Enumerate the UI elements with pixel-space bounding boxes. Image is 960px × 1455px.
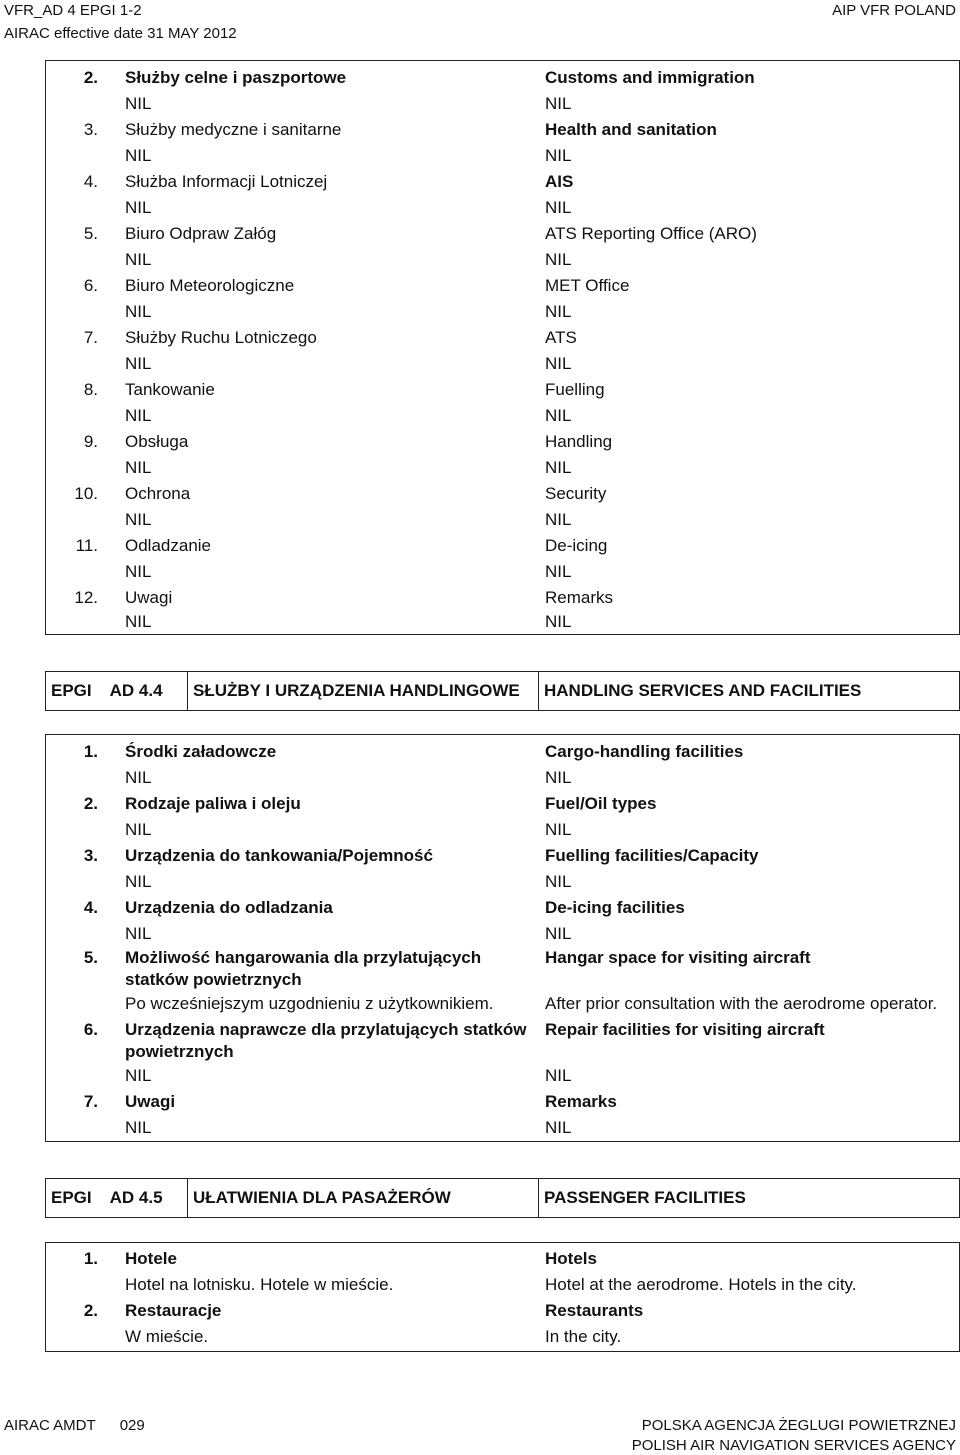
item-value-pl: NIL xyxy=(125,612,152,631)
item-number: 5. xyxy=(83,224,98,243)
item-number: 2. xyxy=(83,68,98,87)
item-label-pl: Hotele xyxy=(125,1249,177,1268)
item-value-pl: NIL xyxy=(125,924,152,943)
item-value-en: NIL xyxy=(545,198,572,217)
aerodrome-code: EPGI xyxy=(51,1188,92,1207)
item-label-en: Fuelling facilities/Capacity xyxy=(545,846,759,865)
publication-title: AIP VFR POLAND xyxy=(832,2,956,19)
item-number: 1. xyxy=(83,1249,98,1268)
item-label-en: Cargo-handling facilities xyxy=(545,742,744,761)
item-value-en: NIL xyxy=(545,146,572,165)
amendment-number: 029 xyxy=(119,1417,145,1434)
item-value-en: After prior consultation with the aerodrome operator. xyxy=(545,994,938,1013)
item-number: 7. xyxy=(83,328,98,347)
item-number: 8. xyxy=(83,380,98,399)
item-label-pl: Służby medyczne i sanitarne xyxy=(125,120,342,139)
item-value-pl: NIL xyxy=(125,302,152,321)
item-value-pl: NIL xyxy=(125,768,152,787)
item-label-en: Fuelling xyxy=(545,380,605,399)
item-value-pl: NIL xyxy=(125,820,152,839)
item-number: 5. xyxy=(83,948,98,967)
item-label-en: Fuel/Oil types xyxy=(545,794,657,813)
item-label-pl: Służba Informacji Lotniczej xyxy=(125,172,328,191)
item-label-pl: Urządzenia do tankowania/Pojemność xyxy=(125,846,433,865)
item-label-pl: Ochrona xyxy=(125,484,191,503)
item-value-pl: Po wcześniejszym uzgodnieniu z użytkownikiem. xyxy=(125,994,494,1013)
item-label-pl: Możliwość hangarowania dla przylatujących statków powietrznych xyxy=(125,948,482,989)
amendment-label: AIRAC AMDT xyxy=(4,1417,96,1434)
item-value-en: NIL xyxy=(545,612,572,631)
item-label-pl: Urządzenia do odladzania xyxy=(125,898,333,917)
item-value-pl: NIL xyxy=(125,94,152,113)
item-value-en: NIL xyxy=(545,510,572,529)
item-label-pl: Uwagi xyxy=(125,1092,176,1111)
item-number: 3. xyxy=(83,846,98,865)
section-code-cell xyxy=(46,672,188,710)
aerodrome-code: EPGI xyxy=(51,681,92,700)
item-label-en: Health and sanitation xyxy=(545,120,717,139)
section-title-pl: UŁATWIENIA DLA PASAŻERÓW xyxy=(188,1179,539,1217)
item-value-en: NIL xyxy=(545,458,572,477)
item-value-pl: Hotel na lotnisku. Hotele w mieście. xyxy=(125,1275,394,1294)
section-title-en: PASSENGER FACILITIES xyxy=(544,1188,746,1207)
item-number: 6. xyxy=(83,276,98,295)
item-label-en: ATS Reporting Office (ARO) xyxy=(545,224,757,243)
item-label-pl: Służby Ruchu Lotniczego xyxy=(125,328,317,347)
item-label-pl: Odladzanie xyxy=(125,536,212,555)
item-value-pl: NIL xyxy=(125,1066,152,1085)
item-number: 10. xyxy=(74,484,98,503)
item-value-en: NIL xyxy=(545,872,572,891)
item-value-en: NIL xyxy=(545,302,572,321)
item-number: 2. xyxy=(83,794,98,813)
item-number: 9. xyxy=(83,432,98,451)
item-label-en: Hotels xyxy=(545,1249,597,1268)
item-value-en: NIL xyxy=(545,1066,572,1085)
item-label-en: De-icing xyxy=(545,536,608,555)
item-label-en: Hangar space for visiting aircraft xyxy=(545,948,811,967)
item-label-pl: Urządzenia naprawcze dla przylatujących statków powietrznych xyxy=(125,1020,527,1061)
item-number: 11. xyxy=(75,536,98,555)
item-number: 3. xyxy=(83,120,98,139)
item-label-en: Repair facilities for visiting aircraft xyxy=(545,1020,825,1039)
item-number: 12. xyxy=(74,588,98,607)
section-title-pl: SŁUŻBY I URZĄDZENIA HANDLINGOWE xyxy=(188,672,539,710)
section-title-en: HANDLING SERVICES AND FACILITIES xyxy=(544,681,862,700)
section-header-ad45 xyxy=(45,1178,960,1218)
item-value-en: NIL xyxy=(545,924,572,943)
item-label-pl: Rodzaje paliwa i oleju xyxy=(125,794,301,813)
item-label-en: AIS xyxy=(545,172,574,191)
item-label-pl: Biuro Meteorologiczne xyxy=(125,276,295,295)
item-label-pl: Restauracje xyxy=(125,1301,222,1320)
effective-date: AIRAC effective date 31 MAY 2012 xyxy=(4,25,237,42)
item-value-en: NIL xyxy=(545,820,572,839)
item-value-pl: NIL xyxy=(125,250,152,269)
section-id: AD 4.4 xyxy=(109,681,163,700)
item-label-en: Security xyxy=(545,484,607,503)
footer-amendment xyxy=(4,1417,145,1435)
section-code-cell xyxy=(46,1179,188,1217)
item-value-en: NIL xyxy=(545,768,572,787)
item-label-en: De-icing facilities xyxy=(545,898,685,917)
item-value-pl: NIL xyxy=(125,198,152,217)
item-number: 2. xyxy=(83,1301,98,1320)
item-value-en: NIL xyxy=(545,1118,572,1137)
item-label-en: ATS xyxy=(545,328,577,347)
item-value-pl: W mieście. xyxy=(125,1327,209,1346)
item-value-pl: NIL xyxy=(125,354,152,373)
item-value-en: NIL xyxy=(545,406,572,425)
item-label-en: MET Office xyxy=(545,276,630,295)
item-number: 1. xyxy=(83,742,98,761)
item-value-pl: NIL xyxy=(125,1118,152,1137)
item-value-en: NIL xyxy=(545,250,572,269)
item-number: 7. xyxy=(83,1092,98,1111)
item-value-pl: NIL xyxy=(125,872,152,891)
item-value-en: Hotel at the aerodrome. Hotels in the city. xyxy=(545,1275,857,1294)
item-value-en: NIL xyxy=(545,94,572,113)
item-label-pl: Służby celne i paszportowe xyxy=(125,68,347,87)
services-table xyxy=(45,60,960,635)
item-label-pl: Tankowanie xyxy=(125,380,215,399)
footer-agency-en: POLISH AIR NAVIGATION SERVICES AGENCY xyxy=(631,1437,956,1454)
item-label-pl: Środki załadowcze xyxy=(125,742,277,761)
section-header-ad44 xyxy=(45,671,960,711)
item-label-pl: Obsługa xyxy=(125,432,189,451)
item-value-pl: NIL xyxy=(125,406,152,425)
item-value-en: NIL xyxy=(545,562,572,581)
document-id: VFR_AD 4 EPGI 1-2 xyxy=(4,2,142,19)
item-label-en: Remarks xyxy=(545,1092,617,1111)
item-value-en: In the city. xyxy=(545,1327,622,1346)
item-number: 4. xyxy=(83,172,98,191)
item-label-pl: Biuro Odpraw Załóg xyxy=(125,224,277,243)
footer-agency-pl: POLSKA AGENCJA ŻEGLUGI POWIETRZNEJ xyxy=(641,1417,956,1434)
item-value-pl: NIL xyxy=(125,146,152,165)
item-label-en: Remarks xyxy=(545,588,614,607)
passenger-table xyxy=(45,1242,960,1352)
item-label-pl: Uwagi xyxy=(125,588,173,607)
item-value-en: NIL xyxy=(545,354,572,373)
item-value-pl: NIL xyxy=(125,458,152,477)
item-value-pl: NIL xyxy=(125,562,152,581)
item-number: 4. xyxy=(83,898,98,917)
handling-table xyxy=(45,734,960,1142)
item-label-en: Handling xyxy=(545,432,613,451)
section-id: AD 4.5 xyxy=(109,1188,163,1207)
item-label-en: Customs and immigration xyxy=(545,68,755,87)
item-value-pl: NIL xyxy=(125,510,152,529)
item-label-en: Restaurants xyxy=(545,1301,644,1320)
item-number: 6. xyxy=(83,1020,98,1039)
